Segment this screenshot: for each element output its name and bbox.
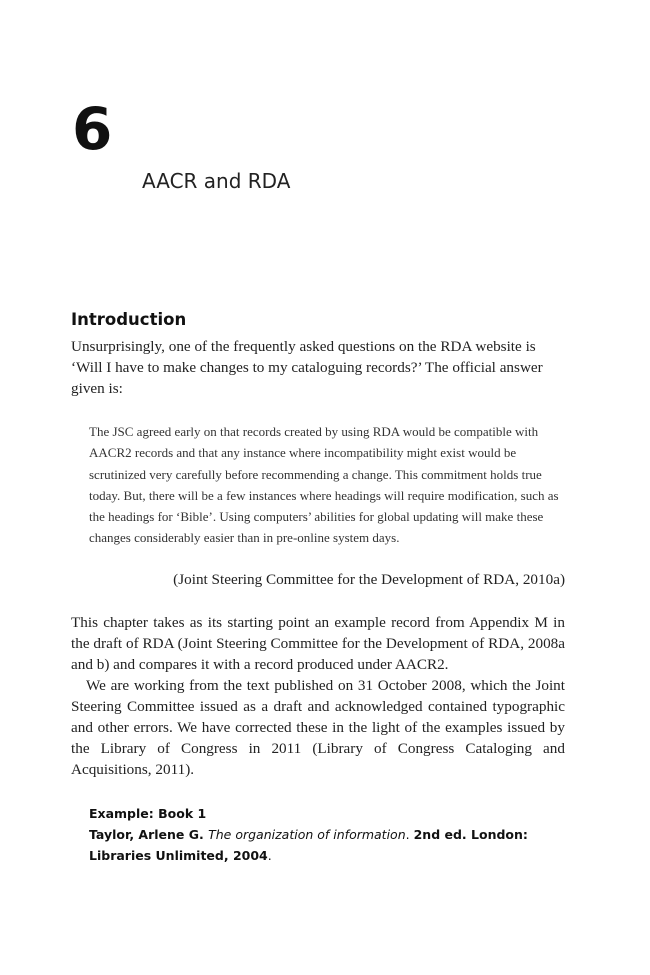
block-quote: The JSC agreed early on that records created by using RDA would be compatible with AACR2 records and that any instance where incompatibility might exist would be scrutinized very carefully before recommending a change. This commitment holds true today. But, there will be a few instances where headings will require modification, such as the headings for ‘Bible’. Using computers’ abilities for global updating will make these changes considerably easier than in pre-online system days. <box>89 424 559 546</box>
chapter-number: 6 <box>72 95 113 163</box>
intro-paragraph: Unsurprisingly, one of the frequently asked questions on the RDA website is ‘Will I have to make changes to my cataloguing records?’ The official answer given is: <box>71 338 543 397</box>
working-from-paragraph: We are working from the text published on 31 October 2008, which the Joint Steering Committee issued as a draft and acknowledged contained typographic and other errors. We have corrected these in the light of the examples issued by the Library of Congress in 2011 (Library of Congress Cataloging and Acquisitions, 2011). <box>71 677 565 778</box>
quote-citation: (Joint Steering Committee for the Development of RDA, 2010a) <box>173 571 565 588</box>
example-title: The organization of information <box>208 827 406 842</box>
section-heading: Introduction <box>71 310 187 329</box>
example-publication: 2nd ed. London: Libraries Unlimited, 2004 <box>89 827 528 863</box>
starting-point-paragraph: This chapter takes as its starting point an example record from Appendix M in the draft of RDA (Joint Steering Committee for the Development of RDA, 2008a and b) and compares it with a record produced under AACR2. <box>71 614 565 673</box>
example-record <box>89 803 565 866</box>
example-title-sep: . <box>405 827 414 842</box>
example-label: Example: Book 1 <box>89 806 207 821</box>
example-author: Taylor, Arlene G. <box>89 827 209 842</box>
chapter-title: AACR and RDA <box>142 169 291 193</box>
example-end-punct: . <box>267 848 272 863</box>
